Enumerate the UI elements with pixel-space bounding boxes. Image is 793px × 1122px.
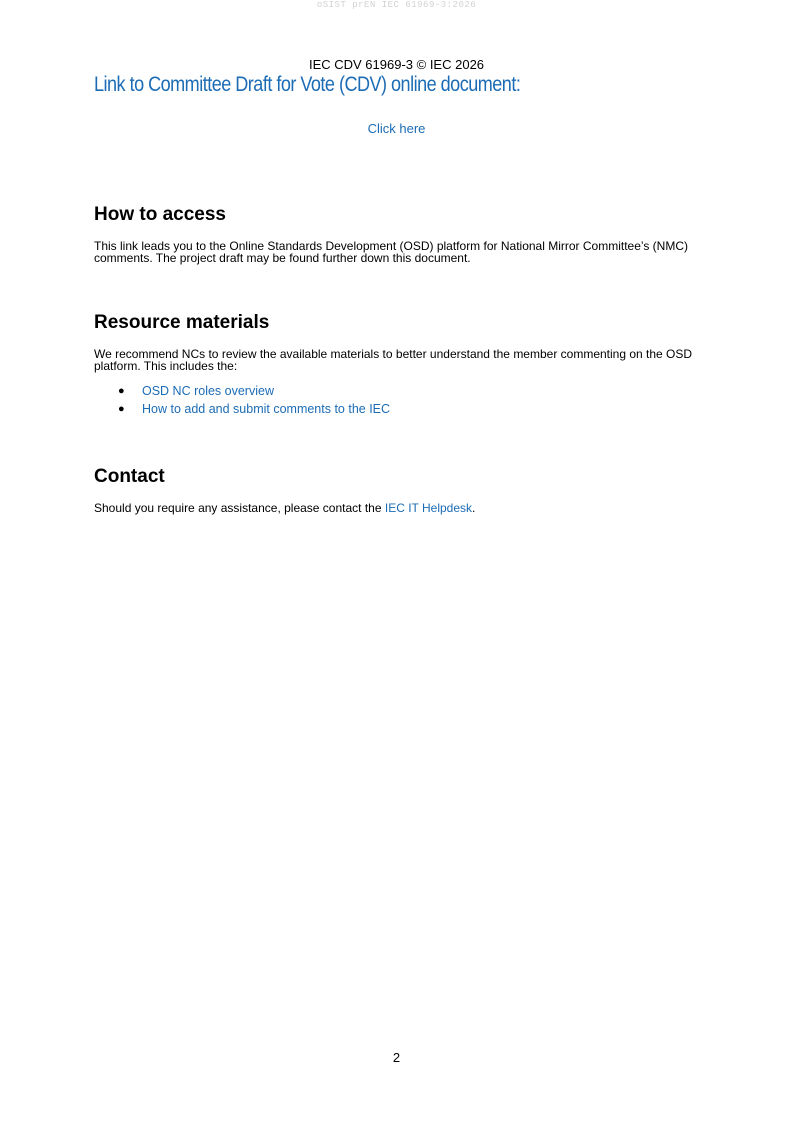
resource-links-list — [94, 382, 704, 418]
osd-nc-roles-link[interactable]: OSD NC roles overview — [142, 384, 274, 398]
submit-comments-link[interactable]: How to add and submit comments to the IEC — [142, 402, 391, 416]
bullet-icon: ● — [118, 403, 125, 415]
document-header: IEC CDV 61969-3 © IEC 2026 — [308, 57, 485, 72]
it-helpdesk-link[interactable]: IEC IT Helpdesk — [384, 501, 473, 515]
contact-text-prefix: Should you require any assistance, please contact the — [94, 501, 385, 515]
contact-section — [94, 466, 704, 514]
contact-text — [94, 502, 704, 514]
list-item — [94, 400, 704, 418]
page-number: 2 — [392, 1050, 401, 1065]
how-to-access-section — [94, 204, 704, 264]
how-to-access-heading: How to access — [94, 204, 226, 225]
resource-materials-text: We recommend NCs to review the available materials to better understand the member commenting on the OSD platform. This includes the: — [94, 347, 693, 373]
bullet-icon: ● — [118, 385, 125, 397]
list-item — [94, 382, 704, 400]
click-here-link[interactable]: Click here — [367, 121, 426, 136]
resource-materials-heading: Resource materials — [94, 312, 270, 333]
how-to-access-text: This link leads you to the Online Standards Development (OSD) platform for National Mirror Committee’s (NMC) comments. The project draft may be found further down this document. — [94, 239, 688, 265]
cdv-link-heading: Link to Committee Draft for Vote (CDV) online document: — [94, 73, 521, 96]
document-watermark: oSIST prEN IEC 61969-3:2026 — [316, 0, 477, 10]
contact-text-suffix: . — [472, 501, 476, 515]
contact-heading: Contact — [94, 466, 165, 487]
resource-materials-section — [94, 312, 704, 418]
